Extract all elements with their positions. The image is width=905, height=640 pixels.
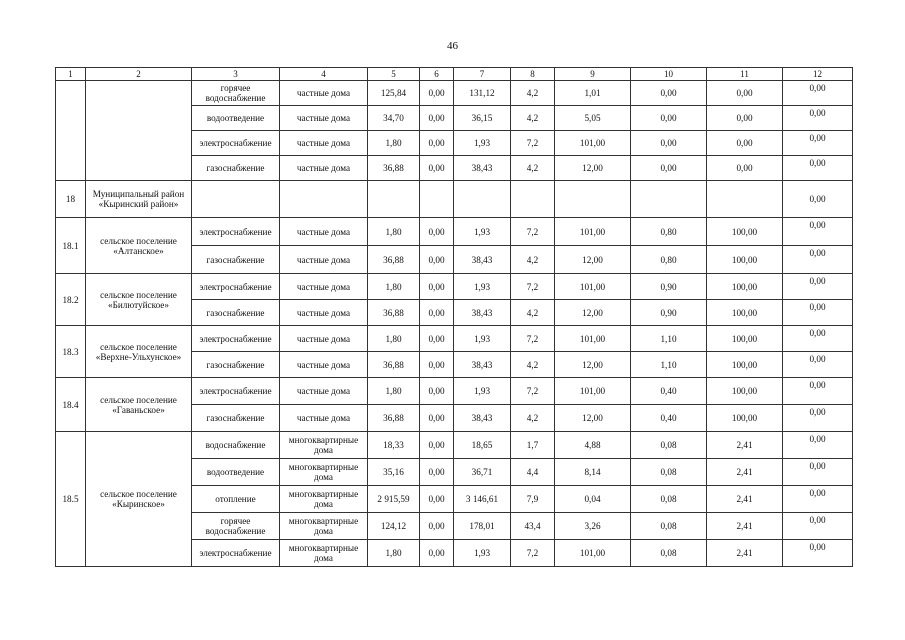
cell-c11: 100,00 <box>707 405 783 432</box>
cell-c4: многоквартирные дома <box>280 513 368 540</box>
settlement-name-cell: сельское поселение «Алтанское» <box>86 218 192 274</box>
cell-c7: 131,12 <box>454 81 511 106</box>
cell-c11: 100,00 <box>707 246 783 274</box>
cell-c7: 178,01 <box>454 513 511 540</box>
column-header: 7 <box>454 68 511 81</box>
cell-c4: многоквартирные дома <box>280 540 368 567</box>
column-header: 12 <box>783 68 853 81</box>
cell-c6: 0,00 <box>420 432 454 459</box>
cell-c10: 0,08 <box>631 432 707 459</box>
column-header: 6 <box>420 68 454 81</box>
empty-cell <box>707 181 783 218</box>
cell-c10: 0,80 <box>631 218 707 246</box>
cell-c5: 124,12 <box>368 513 420 540</box>
table-row <box>56 378 853 405</box>
empty-cell <box>511 181 555 218</box>
cell-c3: электроснабжение <box>192 218 280 246</box>
column-header: 1 <box>56 68 86 81</box>
cell-c8: 7,2 <box>511 131 555 156</box>
cell-c3: газоснабжение <box>192 405 280 432</box>
empty-cell <box>368 181 420 218</box>
cell-c6: 0,00 <box>420 540 454 567</box>
cell-c4: частные дома <box>280 326 368 352</box>
cell-c7: 1,93 <box>454 540 511 567</box>
cell-c4: частные дома <box>280 106 368 131</box>
cell-c3: электроснабжение <box>192 131 280 156</box>
cell-c12: 0,00 <box>783 432 853 459</box>
cell-c3: водоотведение <box>192 459 280 486</box>
cell-c4: частные дома <box>280 378 368 405</box>
cell-c8: 1,7 <box>511 432 555 459</box>
column-header: 9 <box>555 68 631 81</box>
cell-c5: 1,80 <box>368 218 420 246</box>
cell-c3: газоснабжение <box>192 300 280 326</box>
cell-c8: 43,4 <box>511 513 555 540</box>
cell-c8: 4,2 <box>511 81 555 106</box>
cell-c11: 100,00 <box>707 300 783 326</box>
cell-c7: 38,43 <box>454 156 511 181</box>
cell-c12: 0,00 <box>783 352 853 378</box>
cell-c5: 34,70 <box>368 106 420 131</box>
cell-c10: 0,40 <box>631 378 707 405</box>
cell-c5: 36,88 <box>368 405 420 432</box>
cell-c6: 0,00 <box>420 131 454 156</box>
tariff-table <box>55 67 853 567</box>
cell-c11: 2,41 <box>707 540 783 567</box>
cell-c11: 100,00 <box>707 378 783 405</box>
cell-c3: электроснабжение <box>192 540 280 567</box>
cell-c8: 4,2 <box>511 300 555 326</box>
cell-c9: 12,00 <box>555 246 631 274</box>
cell-c8: 4,2 <box>511 405 555 432</box>
cell-c8: 7,2 <box>511 326 555 352</box>
cell-c11: 100,00 <box>707 326 783 352</box>
empty-cell <box>454 181 511 218</box>
cell-c11: 2,41 <box>707 513 783 540</box>
column-header: 5 <box>368 68 420 81</box>
cell-c10: 0,40 <box>631 405 707 432</box>
cell-c6: 0,00 <box>420 156 454 181</box>
cell-c10: 1,10 <box>631 352 707 378</box>
cell-c6: 0,00 <box>420 246 454 274</box>
cell-c3: отопление <box>192 486 280 513</box>
cell-c5: 18,33 <box>368 432 420 459</box>
cell-c11: 100,00 <box>707 274 783 300</box>
table-row <box>56 274 853 300</box>
cell-c10: 0,90 <box>631 300 707 326</box>
cell-c9: 101,00 <box>555 540 631 567</box>
cell-c5: 125,84 <box>368 81 420 106</box>
cell-c6: 0,00 <box>420 459 454 486</box>
cell-c4: частные дома <box>280 246 368 274</box>
column-header: 8 <box>511 68 555 81</box>
cell-c9: 12,00 <box>555 156 631 181</box>
row-number-cell: 18.4 <box>56 378 86 432</box>
cell-c9: 0,04 <box>555 486 631 513</box>
cell-c7: 38,43 <box>454 405 511 432</box>
cell-c5: 1,80 <box>368 378 420 405</box>
cell-c10: 0,00 <box>631 81 707 106</box>
cell-c12: 0,00 <box>783 486 853 513</box>
column-header: 2 <box>86 68 192 81</box>
cell-c5: 36,88 <box>368 246 420 274</box>
cell-c11: 0,00 <box>707 81 783 106</box>
cell-c6: 0,00 <box>420 378 454 405</box>
empty-cell <box>192 181 280 218</box>
cell-c6: 0,00 <box>420 405 454 432</box>
cell-c8: 4,2 <box>511 352 555 378</box>
row-number-cell: 18.2 <box>56 274 86 326</box>
cell-c7: 1,93 <box>454 218 511 246</box>
cell-c6: 0,00 <box>420 352 454 378</box>
district-name-cell: Муниципальный район «Кыринский район» <box>86 181 192 218</box>
cell-c3: электроснабжение <box>192 326 280 352</box>
cell-c4: многоквартирные дома <box>280 432 368 459</box>
page-number: 46 <box>447 40 458 52</box>
cell-c6: 0,00 <box>420 513 454 540</box>
cell-c3: газоснабжение <box>192 156 280 181</box>
cell-c10: 0,00 <box>631 156 707 181</box>
cell-c9: 101,00 <box>555 274 631 300</box>
cell-c5: 36,88 <box>368 300 420 326</box>
cell-c9: 12,00 <box>555 352 631 378</box>
cell-c3: водоотведение <box>192 106 280 131</box>
cell-c4: частные дома <box>280 218 368 246</box>
cell-c7: 1,93 <box>454 326 511 352</box>
cell-c6: 0,00 <box>420 106 454 131</box>
cell-c4: частные дома <box>280 300 368 326</box>
cell-c12: 0,00 <box>783 540 853 567</box>
cell-c5: 1,80 <box>368 326 420 352</box>
cell-c12: 0,00 <box>783 106 853 131</box>
cell-c12: 0,00 <box>783 300 853 326</box>
column-number-row <box>56 68 853 81</box>
cell-c9: 101,00 <box>555 131 631 156</box>
row-number-cell: 18.5 <box>56 432 86 567</box>
row-number-cell: 18.3 <box>56 326 86 378</box>
cell-c11: 2,41 <box>707 432 783 459</box>
cell-c12: 0,00 <box>783 81 853 106</box>
cell-c3: электроснабжение <box>192 378 280 405</box>
cell-c11: 0,00 <box>707 156 783 181</box>
cell-c10: 0,08 <box>631 459 707 486</box>
cell-c5: 1,80 <box>368 540 420 567</box>
cell-c9: 8,14 <box>555 459 631 486</box>
row-number-cell: 18 <box>56 181 86 218</box>
cell-c8: 7,2 <box>511 218 555 246</box>
cell-c9: 3,26 <box>555 513 631 540</box>
cell-c12: 0,00 <box>783 131 853 156</box>
settlement-name-cell: сельское поселение «Гаваньское» <box>86 378 192 432</box>
cell-c10: 0,08 <box>631 486 707 513</box>
cell-c10: 0,08 <box>631 513 707 540</box>
cell-c7: 18,65 <box>454 432 511 459</box>
cell-c4: многоквартирные дома <box>280 486 368 513</box>
cell-c6: 0,00 <box>420 326 454 352</box>
cell-c10: 1,10 <box>631 326 707 352</box>
cell-c6: 0,00 <box>420 81 454 106</box>
cell-c12: 0,00 <box>783 181 853 218</box>
cell-c10: 0,00 <box>631 131 707 156</box>
cell-c3: горячее водоснабжение <box>192 81 280 106</box>
cell-c11: 0,00 <box>707 106 783 131</box>
cell-c7: 1,93 <box>454 131 511 156</box>
settlement-name-cell <box>86 81 192 181</box>
row-number-cell <box>56 81 86 181</box>
cell-c3: водоснабжение <box>192 432 280 459</box>
table-row <box>56 326 853 352</box>
cell-c6: 0,00 <box>420 218 454 246</box>
empty-cell <box>280 181 368 218</box>
cell-c4: многоквартирные дома <box>280 459 368 486</box>
column-header: 11 <box>707 68 783 81</box>
cell-c8: 4,2 <box>511 106 555 131</box>
cell-c9: 12,00 <box>555 300 631 326</box>
cell-c8: 4,4 <box>511 459 555 486</box>
cell-c9: 101,00 <box>555 218 631 246</box>
cell-c3: горячее водоснабжение <box>192 513 280 540</box>
cell-c7: 38,43 <box>454 246 511 274</box>
column-header: 4 <box>280 68 368 81</box>
cell-c8: 7,2 <box>511 274 555 300</box>
settlement-name-cell: сельское поселение «Билютуйское» <box>86 274 192 326</box>
cell-c5: 36,88 <box>368 156 420 181</box>
cell-c12: 0,00 <box>783 513 853 540</box>
cell-c3: газоснабжение <box>192 246 280 274</box>
cell-c5: 35,16 <box>368 459 420 486</box>
cell-c9: 101,00 <box>555 378 631 405</box>
cell-c5: 36,88 <box>368 352 420 378</box>
cell-c7: 1,93 <box>454 378 511 405</box>
cell-c10: 0,80 <box>631 246 707 274</box>
cell-c7: 36,15 <box>454 106 511 131</box>
cell-c7: 1,93 <box>454 274 511 300</box>
table-row <box>56 218 853 246</box>
empty-cell <box>555 181 631 218</box>
cell-c4: частные дома <box>280 352 368 378</box>
cell-c6: 0,00 <box>420 274 454 300</box>
cell-c9: 1,01 <box>555 81 631 106</box>
cell-c10: 0,08 <box>631 540 707 567</box>
cell-c10: 0,00 <box>631 106 707 131</box>
settlement-name-cell: сельское поселение «Кыринское» <box>86 432 192 567</box>
cell-c12: 0,00 <box>783 459 853 486</box>
table-row <box>56 81 853 106</box>
cell-c7: 38,43 <box>454 300 511 326</box>
cell-c12: 0,00 <box>783 156 853 181</box>
settlement-name-cell: сельское поселение «Верхне-Ульхунское» <box>86 326 192 378</box>
empty-cell <box>420 181 454 218</box>
column-header: 10 <box>631 68 707 81</box>
cell-c11: 2,41 <box>707 486 783 513</box>
cell-c8: 7,2 <box>511 540 555 567</box>
cell-c12: 0,00 <box>783 378 853 405</box>
cell-c3: газоснабжение <box>192 352 280 378</box>
cell-c5: 1,80 <box>368 274 420 300</box>
cell-c9: 12,00 <box>555 405 631 432</box>
cell-c12: 0,00 <box>783 246 853 274</box>
cell-c4: частные дома <box>280 156 368 181</box>
district-row <box>56 181 853 218</box>
cell-c4: частные дома <box>280 274 368 300</box>
cell-c12: 0,00 <box>783 405 853 432</box>
cell-c3: электроснабжение <box>192 274 280 300</box>
cell-c11: 0,00 <box>707 131 783 156</box>
cell-c5: 2 915,59 <box>368 486 420 513</box>
cell-c8: 4,2 <box>511 156 555 181</box>
cell-c6: 0,00 <box>420 300 454 326</box>
table-row <box>56 432 853 459</box>
cell-c8: 4,2 <box>511 246 555 274</box>
cell-c9: 101,00 <box>555 326 631 352</box>
cell-c5: 1,80 <box>368 131 420 156</box>
cell-c12: 0,00 <box>783 218 853 246</box>
empty-cell <box>631 181 707 218</box>
cell-c4: частные дома <box>280 81 368 106</box>
cell-c11: 100,00 <box>707 352 783 378</box>
cell-c11: 2,41 <box>707 459 783 486</box>
cell-c7: 3 146,61 <box>454 486 511 513</box>
column-header: 3 <box>192 68 280 81</box>
cell-c9: 4,88 <box>555 432 631 459</box>
row-number-cell: 18.1 <box>56 218 86 274</box>
cell-c12: 0,00 <box>783 274 853 300</box>
cell-c6: 0,00 <box>420 486 454 513</box>
cell-c10: 0,90 <box>631 274 707 300</box>
cell-c9: 5,05 <box>555 106 631 131</box>
cell-c4: частные дома <box>280 131 368 156</box>
cell-c4: частные дома <box>280 405 368 432</box>
cell-c8: 7,9 <box>511 486 555 513</box>
cell-c11: 100,00 <box>707 218 783 246</box>
cell-c8: 7,2 <box>511 378 555 405</box>
cell-c7: 38,43 <box>454 352 511 378</box>
cell-c12: 0,00 <box>783 326 853 352</box>
cell-c7: 36,71 <box>454 459 511 486</box>
